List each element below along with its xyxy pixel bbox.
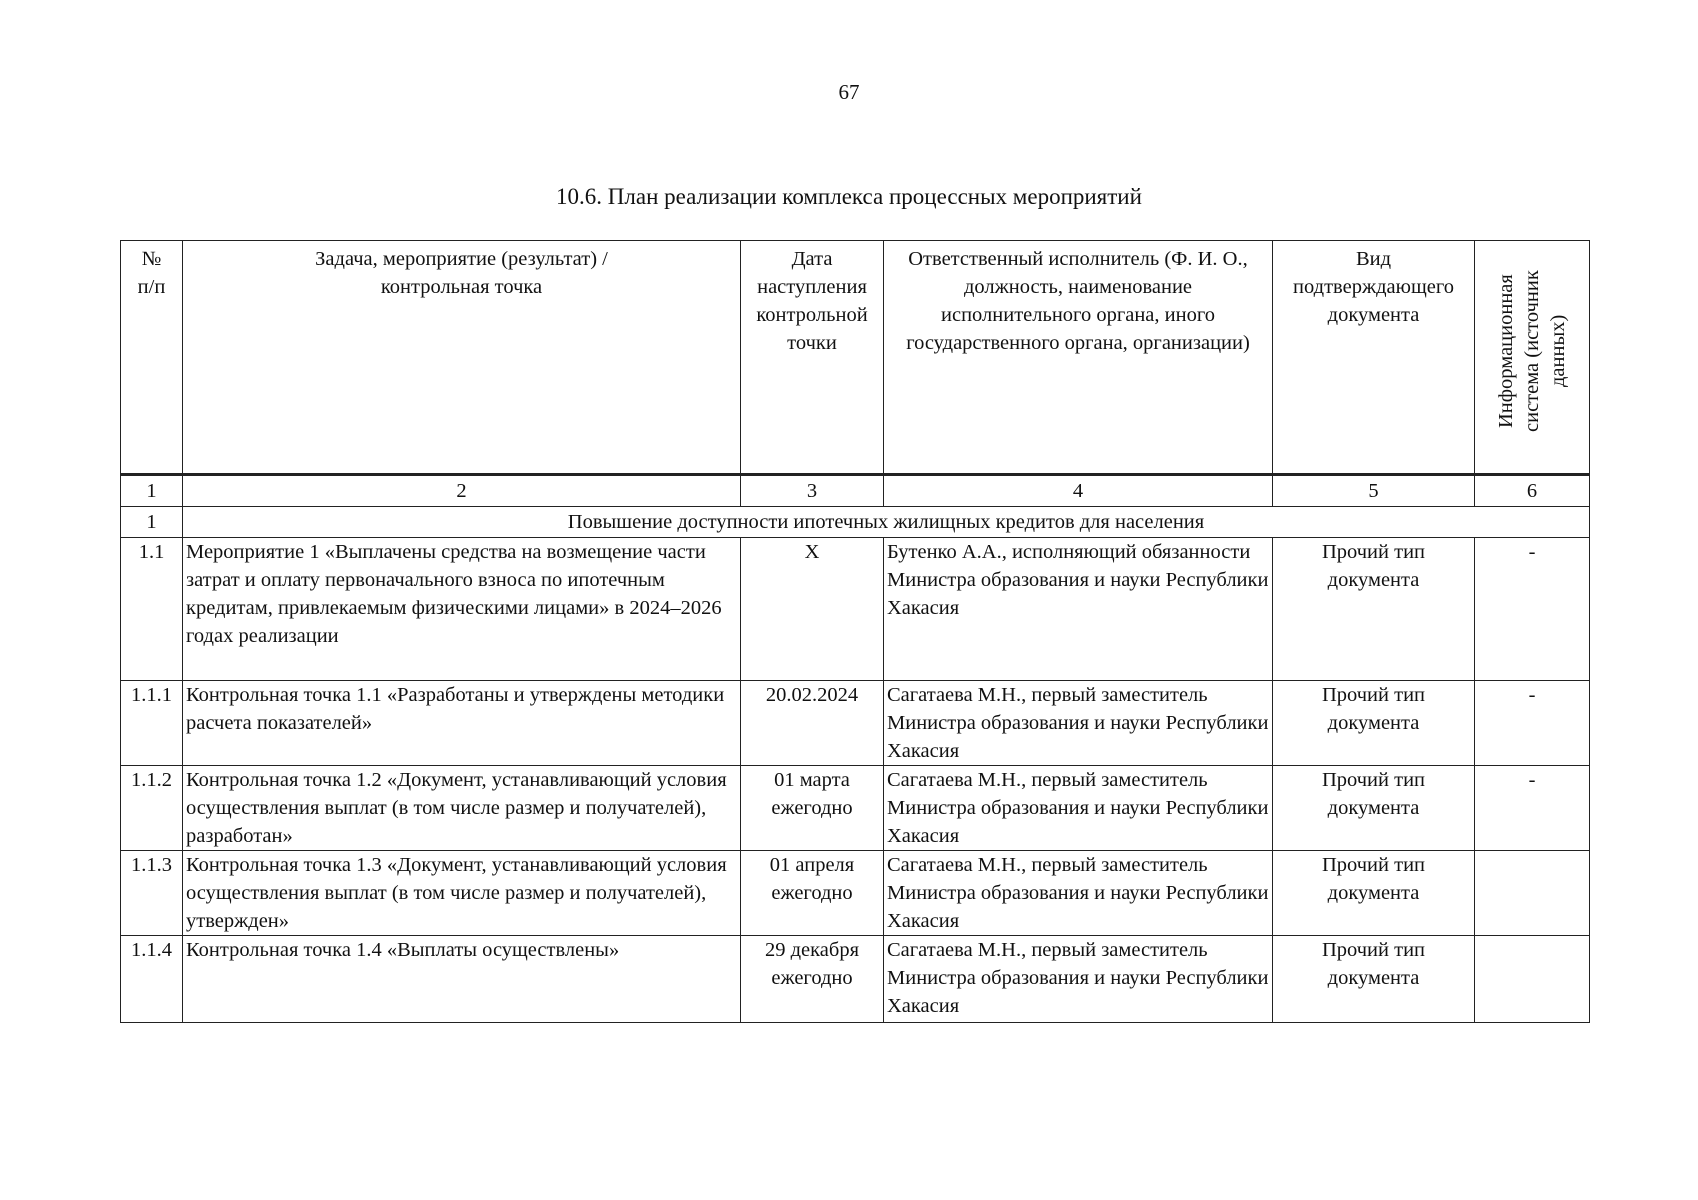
table-row [121,936,1590,1023]
header-task: Задача, мероприятие (результат) / контрольная точка [183,241,741,475]
row-date: X [741,538,884,681]
table-row [121,851,1590,936]
plan-table [120,240,1590,1023]
row-date: 20.02.2024 [741,681,884,766]
section-num: 1 [121,507,183,538]
row-doc-type: Прочий тип документа [1273,681,1475,766]
column-number: 2 [183,475,741,507]
row-task: Мероприятие 1 «Выплачены средства на возмещение части затрат и оплату первоначального взноса по ипотечным кредитам, привлекаемым физическими лицами» в 2024–2026 годах реализации [183,538,741,681]
row-info-system: - [1475,538,1590,681]
row-info-system [1475,936,1590,1023]
header-doc-type: Вид подтверждающего документа [1273,241,1475,475]
row-num: 1.1.4 [121,936,183,1023]
column-number: 4 [884,475,1273,507]
row-date: 01 апреля ежегодно [741,851,884,936]
row-doc-type: Прочий тип документа [1273,936,1475,1023]
row-num: 1.1.3 [121,851,183,936]
row-info-system: - [1475,766,1590,851]
row-doc-type: Прочий тип документа [1273,851,1475,936]
column-number: 6 [1475,475,1590,507]
section-title: Повышение доступности ипотечных жилищных кредитов для населения [183,507,1590,538]
row-doc-type: Прочий тип документа [1273,766,1475,851]
row-responsible: Сагатаева М.Н., первый заместитель Министра образования и науки Республики Хакасия [884,681,1273,766]
page-number: 67 [838,80,860,104]
row-responsible: Сагатаева М.Н., первый заместитель Министра образования и науки Республики Хакасия [884,766,1273,851]
row-responsible: Сагатаева М.Н., первый заместитель Министра образования и науки Республики Хакасия [884,936,1273,1023]
row-date: 29 декабря ежегодно [741,936,884,1023]
header-date: Дата наступления контрольной точки [741,241,884,475]
table-header-row [121,241,1590,475]
row-task: Контрольная точка 1.2 «Документ, устанавливающий условия осуществления выплат (в том числе размер и получателей), разработан» [183,766,741,851]
row-info-system: - [1475,681,1590,766]
header-info-system [1475,241,1590,475]
row-doc-type: Прочий тип документа [1273,538,1475,681]
row-num: 1.1.1 [121,681,183,766]
table-row [121,681,1590,766]
header-info-system-label: Информационная система (источник данных) [1495,270,1569,432]
row-info-system [1475,851,1590,936]
row-task: Контрольная точка 1.1 «Разработаны и утверждены методики расчета показателей» [183,681,741,766]
row-num: 1.1.2 [121,766,183,851]
row-task: Контрольная точка 1.4 «Выплаты осуществлены» [183,936,741,1023]
row-task: Контрольная точка 1.3 «Документ, устанавливающий условия осуществления выплат (в том числе размер и получателей), утвержден» [183,851,741,936]
section-row [121,507,1590,538]
row-date: 01 марта ежегодно [741,766,884,851]
column-number: 1 [121,475,183,507]
header-num: № п/п [121,241,183,475]
row-num: 1.1 [121,538,183,681]
table-row [121,766,1590,851]
column-number: 5 [1273,475,1475,507]
column-number-row [121,475,1590,507]
column-number: 3 [741,475,884,507]
page-title: 10.6. План реализации комплекса процессных мероприятий [556,184,1142,209]
table-row [121,538,1590,681]
row-responsible: Сагатаева М.Н., первый заместитель Министра образования и науки Республики Хакасия [884,851,1273,936]
header-responsible: Ответственный исполнитель (Ф. И. О., должность, наименование исполнительного органа, иного государственного органа, организации) [884,241,1273,475]
row-responsible: Бутенко А.А., исполняющий обязанности Министра образования и науки Республики Хакасия [884,538,1273,681]
